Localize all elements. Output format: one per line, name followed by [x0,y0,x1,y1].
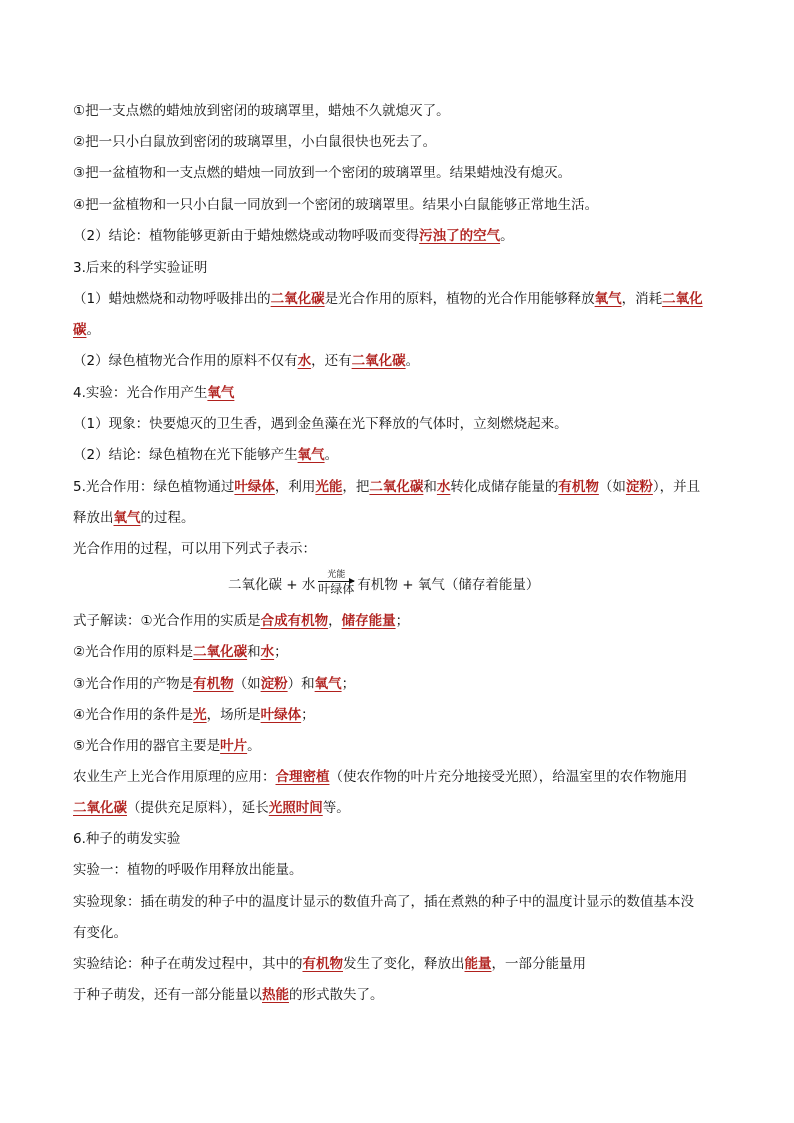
text: 式子解读：①光合作用的实质是 [73,613,261,629]
text: 的形式散失了。 [289,987,384,1003]
answer-blank: 叶绿体 [234,479,275,495]
text: 是光合作用的原料，植物的光合作用能够释放 [324,291,595,307]
text: ； [395,613,410,629]
text: ； [341,676,356,692]
answer-blank: 合理密植 [275,769,330,785]
answer-blank: 氧气 [113,510,141,526]
experiment-item-3: ③把一盆植物和一支点燃的蜡烛一同放到一个密闭的玻璃罩里。结果蜡烛没有熄灭。 [73,165,572,181]
text: ； [274,644,288,660]
text: 转化成储存能量的 [450,479,559,495]
section-5-line-1 [73,478,733,496]
answer-blank: 碳 [73,322,87,338]
text: 释放出 [73,510,114,526]
text: ，场所是 [206,707,261,723]
text: （1）蜡烛燃烧和动物呼吸排出的 [73,291,271,307]
text: ）和 [287,676,315,692]
answer-blank: 氧气 [314,676,342,692]
text: 等。 [322,800,350,816]
section-4-p2 [73,446,733,464]
text: 实验结论：种子在萌发过程中，其中的 [73,956,303,972]
answer-blank: 能量 [464,956,492,972]
answer-blank: 光能 [315,479,343,495]
text: 的过程。 [140,510,195,526]
section-4-p1: （1）现象：快要熄灭的卫生香，遇到金鱼藻在光下释放的气体时，立刻燃烧起来。 [73,416,568,432]
text: （使农作物的叶片充分地接受光照），给温室里的农作物施用 [329,769,688,785]
text: （2）结论：植物能够更新由于蜡烛燃烧或动物呼吸而变得 [73,228,420,244]
answer-blank: 储存能量 [341,613,396,629]
answer-blank: 合成有机物 [260,613,329,629]
text: ④光合作用的条件是 [73,707,194,723]
answer-blank: 水 [436,479,451,495]
text: ， [328,613,342,629]
section-4-heading [73,384,733,402]
phenomenon-line-1: 实验现象：插在萌发的种子中的温度计显示的数值升高了，插在煮熟的种子中的温度计显示的数值基本没 [73,894,694,910]
section-3-p2 [73,352,733,370]
text: ，消耗 [621,291,663,307]
answer-blank: 氧气 [594,291,622,307]
conclusion-2 [73,227,733,245]
text: 和 [423,479,437,495]
answer-blank: 氧气 [297,447,325,463]
text: 。 [500,228,514,244]
experiment-item-4: ④把一盆植物和一只小白鼠一同放到一个密闭的玻璃罩里。结果小白鼠能够正常地生活。 [73,197,599,213]
experiment-one: 实验一：植物的呼吸作用释放出能量。 [73,862,303,878]
section-5-line-2 [73,509,733,527]
text: （提供充足原料），延长 [127,800,269,816]
text: 。 [86,322,100,338]
process-intro: 光合作用的过程，可以用下列式子表示： [73,541,316,557]
answer-blank: 淀粉 [625,479,653,495]
section-3-p1-cont [73,321,733,339]
section-3-heading: 3.后来的科学实验证明 [73,260,208,276]
answer-blank: 光照时间 [268,800,323,816]
condition-bottom: 叶绿体 [318,582,355,596]
text: 。 [247,738,261,754]
text: （如 [598,479,626,495]
text: 于种子萌发，还有一部分能量以 [73,987,262,1003]
text: 4.实验：光合作用产生 [73,385,208,401]
photosynthesis-equation [228,570,539,604]
answer-blank: 二氧化碳 [193,644,248,660]
text: ③光合作用的产物是 [73,676,194,692]
text: 。 [324,447,339,463]
answer-blank: 二氧化碳 [351,353,406,369]
condition-top: 光能 [327,570,346,580]
experiment-item-2: ②把一只小白鼠放到密闭的玻璃罩里，小白鼠很快也死去了。 [73,134,437,150]
equation-products: 有机物 + 氧气（储存着能量） [357,577,540,593]
text: 和 [247,644,261,660]
text: 发生了变化，释放出 [343,956,465,972]
text: 5.光合作用：绿色植物通过 [73,479,235,495]
text: ，利用 [274,479,316,495]
answer-blank: 二氧化碳 [369,479,424,495]
answer-blank: 二氧化碳 [73,800,127,816]
phenomenon-line-2: 有变化。 [73,925,127,941]
section-3-p1 [73,290,733,308]
text: 农业生产上光合作用原理的应用： [73,769,276,785]
application-line-1 [73,768,733,786]
interpretation-4 [73,706,733,724]
interpretation-5 [73,737,733,755]
answer-blank: 二氧化碳 [270,291,325,307]
interpretation-1 [73,612,733,630]
text: 。 [405,353,420,369]
application-line-2 [73,799,733,817]
text: ，还有 [311,353,352,369]
answer-blank: 有机物 [558,479,599,495]
reaction-condition [318,570,354,596]
interpretation-3 [73,675,733,693]
answer-blank: 污浊了的空气 [419,228,501,244]
text: ； [301,707,315,723]
answer-blank: 有机物 [302,956,343,972]
text: （如 [233,676,261,692]
reaction-arrow-icon [318,581,354,582]
answer-blank: 有机物 [193,676,234,692]
answer-blank: 水 [260,644,275,660]
section-6-heading: 6.种子的萌发实验 [73,831,181,847]
answer-blank: 氧气 [207,385,235,401]
text: ），并且 [652,479,701,495]
text: ⑤光合作用的器官主要是 [73,738,221,754]
equation-reactants: 二氧化碳 + 水 [228,577,316,593]
answer-blank: 淀粉 [260,676,288,692]
text: ②光合作用的原料是 [73,644,194,660]
answer-blank: 热能 [262,987,289,1003]
interpretation-2 [73,643,733,661]
text: （2）结论：绿色植物在光下能够产生 [73,447,298,463]
text: ，把 [342,479,370,495]
answer-blank: 叶片 [220,738,248,754]
answer-blank: 叶绿体 [260,707,302,723]
answer-blank: 光 [193,707,207,723]
text: （2）绿色植物光合作用的原料不仅有 [73,353,298,369]
experiment-item-1: ①把一支点燃的蜡烛放到密闭的玻璃罩里，蜡烛不久就熄灭了。 [73,103,450,119]
answer-blank: 二氧化 [662,291,703,307]
text: ，一部分能量用 [491,956,586,972]
answer-blank: 水 [297,353,312,369]
conclusion-line-2 [73,986,733,1004]
conclusion-line-1 [73,955,733,973]
